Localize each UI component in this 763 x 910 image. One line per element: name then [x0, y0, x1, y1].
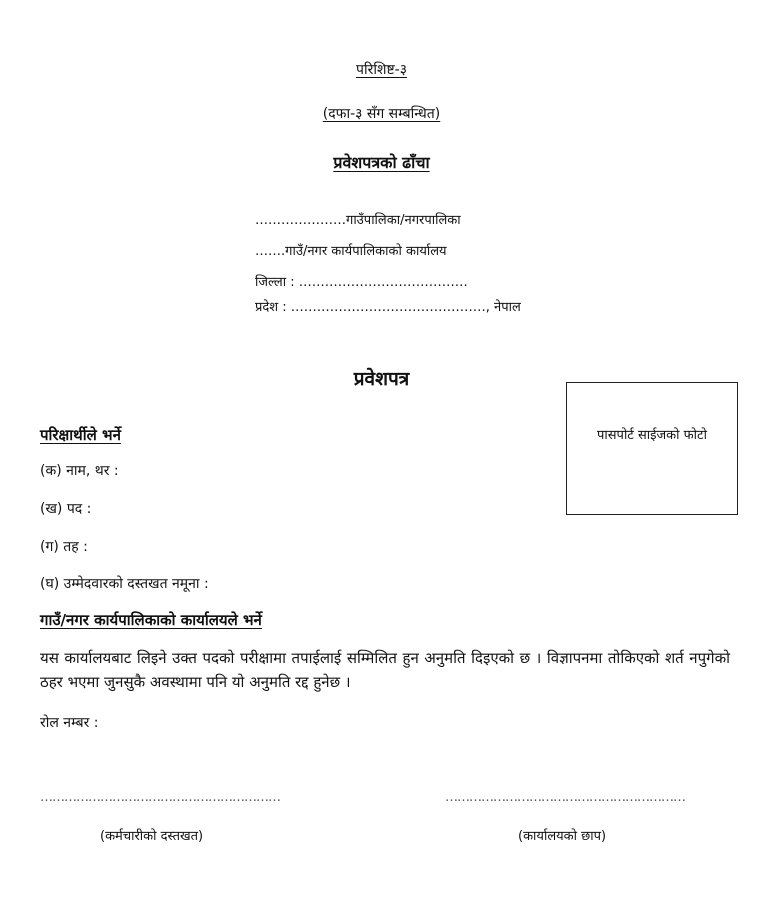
field-name: (क) नाम, थर : [40, 463, 119, 479]
admit-card-title: प्रवेशपत्र [353, 368, 410, 390]
district-line: जिल्ला : ………………………………… [255, 275, 468, 290]
format-title: प्रवेशपत्रको ढाँचा [333, 153, 430, 172]
field-level: (ग) तह : [40, 539, 88, 555]
photo-placeholder [566, 382, 738, 515]
office-stamp-line: …………………………………………………… [445, 790, 685, 805]
field-signature-sample: (घ) उम्मेदवारको दस्तखत नमूना : [40, 576, 209, 592]
staff-signature-label: (कर्मचारीको दस्तखत) [100, 829, 204, 844]
field-post: (ख) पद : [40, 501, 92, 517]
permission-paragraph: यस कार्यालयबाट लिइने उक्त पदको परीक्षामा तपाईलाई सम्मिलित हुन अनुमति दिइएको छ । विज्ञापनमा तोकिएको शर्त नपुगेको ठहर भएमा जुनसुकै अवस्थामा पनि यो अनुमति रद्द हुनेछ । [40, 649, 730, 691]
province-line: प्रदेश : ………………………………………, नेपाल [255, 300, 521, 315]
appendix-title: परिशिष्ट-३ [356, 62, 407, 78]
candidate-section-heading: परिक्षार्थीले भर्ने [40, 426, 121, 444]
office-stamp-label: (कार्यालयको छाप) [518, 829, 607, 844]
staff-signature-line: …………………………………………………… [40, 790, 280, 805]
roll-number-field: रोल नम्बर : [40, 715, 99, 731]
municipality-line: …………………गाउँपालिका/नगरपालिका [255, 213, 461, 228]
photo-label: पासपोर्ट साईजको फोटो [597, 428, 707, 443]
office-name-line: …….गाउँ/नगर कार्यपालिकाको कार्यालय [255, 244, 447, 259]
related-section: (दफा-३ सँग सम्बन्धित) [322, 106, 441, 122]
office-section-heading: गाउँ/नगर कार्यपालिकाको कार्यालयले भर्ने [40, 611, 262, 629]
